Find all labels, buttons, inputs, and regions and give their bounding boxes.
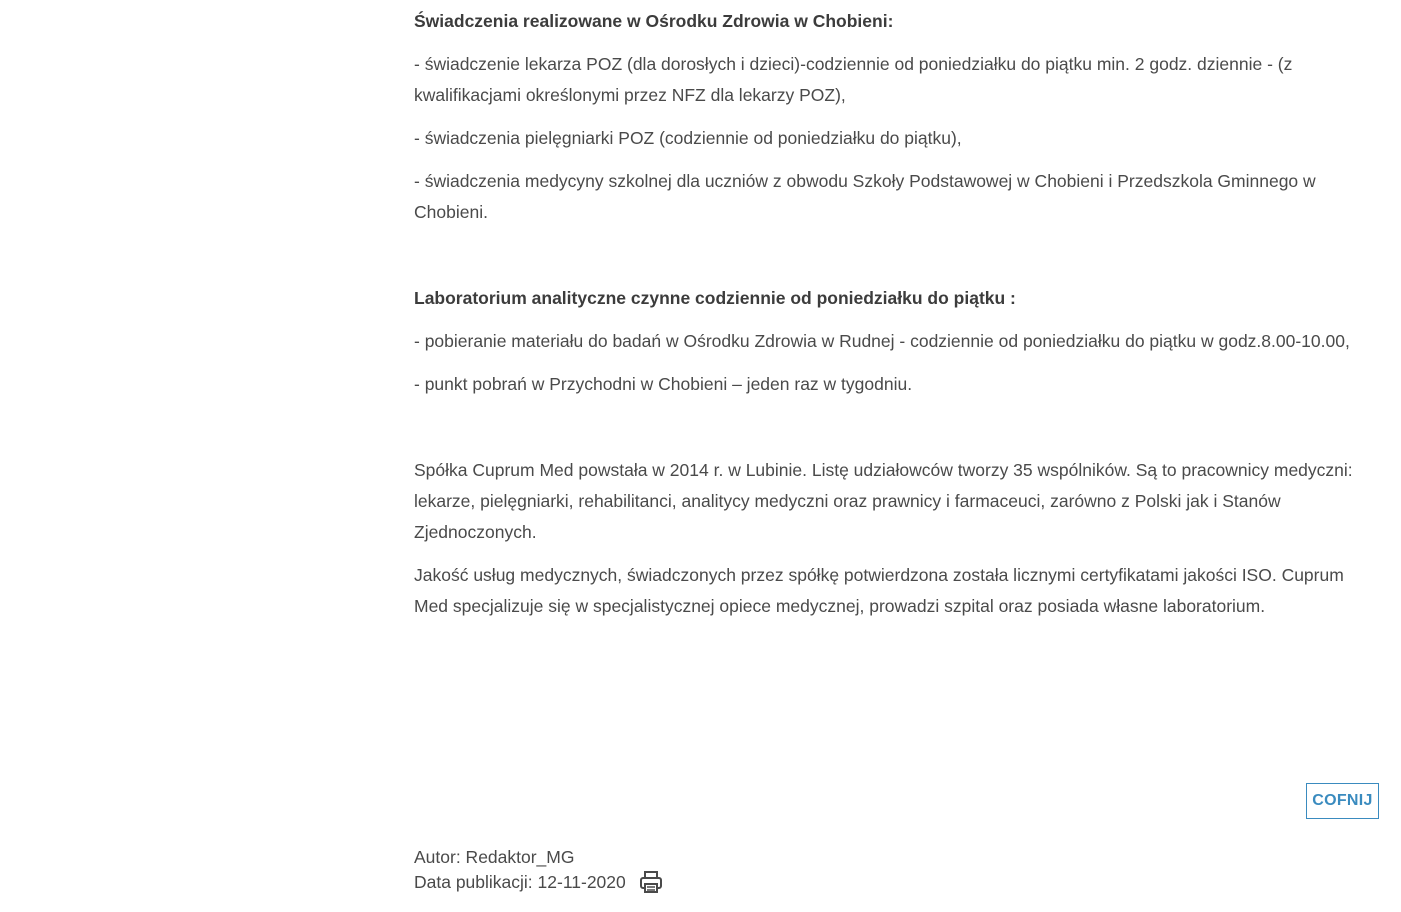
spacer xyxy=(414,240,1374,283)
service-item-school-medicine: - świadczenia medycyny szkolnej dla uczniów z obwodu Szkoły Podstawowej w Chobieni i Przedszkola Gminnego w Chobieni. xyxy=(414,171,1316,222)
services-heading: Świadczenia realizowane w Ośrodku Zdrowia w Chobieni: xyxy=(414,11,894,31)
lab-item-rudna: - pobieranie materiału do badań w Ośrodku Zdrowia w Rudnej - codziennie od poniedziałku do piątku w godz.8.00-10.00, xyxy=(414,331,1350,351)
lab-item-chobienia: - punkt pobrań w Przychodni w Chobieni – jeden raz w tygodniu. xyxy=(414,374,913,394)
spacer xyxy=(414,412,1374,455)
service-item-poz-doctor: - świadczenie lekarza POZ (dla dorosłych i dzieci)-codziennie od poniedziałku do piątku min. 2 godz. dziennie - (z kwalifikacjami określonymi przez NFZ dla lekarzy POZ), xyxy=(414,54,1293,105)
article-content xyxy=(414,6,1374,634)
back-button[interactable]: COFNIJ xyxy=(1306,783,1379,819)
article-meta xyxy=(414,846,664,895)
company-quality: Jakość usług medycznych, świadczonych przez spółkę potwierdzona została licznymi certyfikatami jakości ISO. Cuprum Med specjalizuje się w specjalistycznej opiece medycznej, prowadzi szpital oraz posiada własne laboratorium. xyxy=(414,565,1344,616)
author-line: Autor: Redaktor_MG xyxy=(414,847,575,867)
printer-icon[interactable] xyxy=(638,869,664,895)
service-item-poz-nurse: - świadczenia pielęgniarki POZ (codziennie od poniedziałku do piątku), xyxy=(414,128,962,148)
company-description: Spółka Cuprum Med powstała w 2014 r. w Lubinie. Listę udziałowców tworzy 35 wspólników. Są to pracownicy medyczni: lekarze, pielęgniarki, rehabilitanci, analitycy medyczni oraz prawnicy i farmaceuci, zarówno z Polski jak i Stanów Zjednoczonych. xyxy=(414,460,1353,542)
publication-row xyxy=(414,869,664,895)
publication-date: Data publikacji: 12-11-2020 xyxy=(414,871,626,892)
laboratory-heading: Laboratorium analityczne czynne codziennie od poniedziałku do piątku : xyxy=(414,288,1016,308)
